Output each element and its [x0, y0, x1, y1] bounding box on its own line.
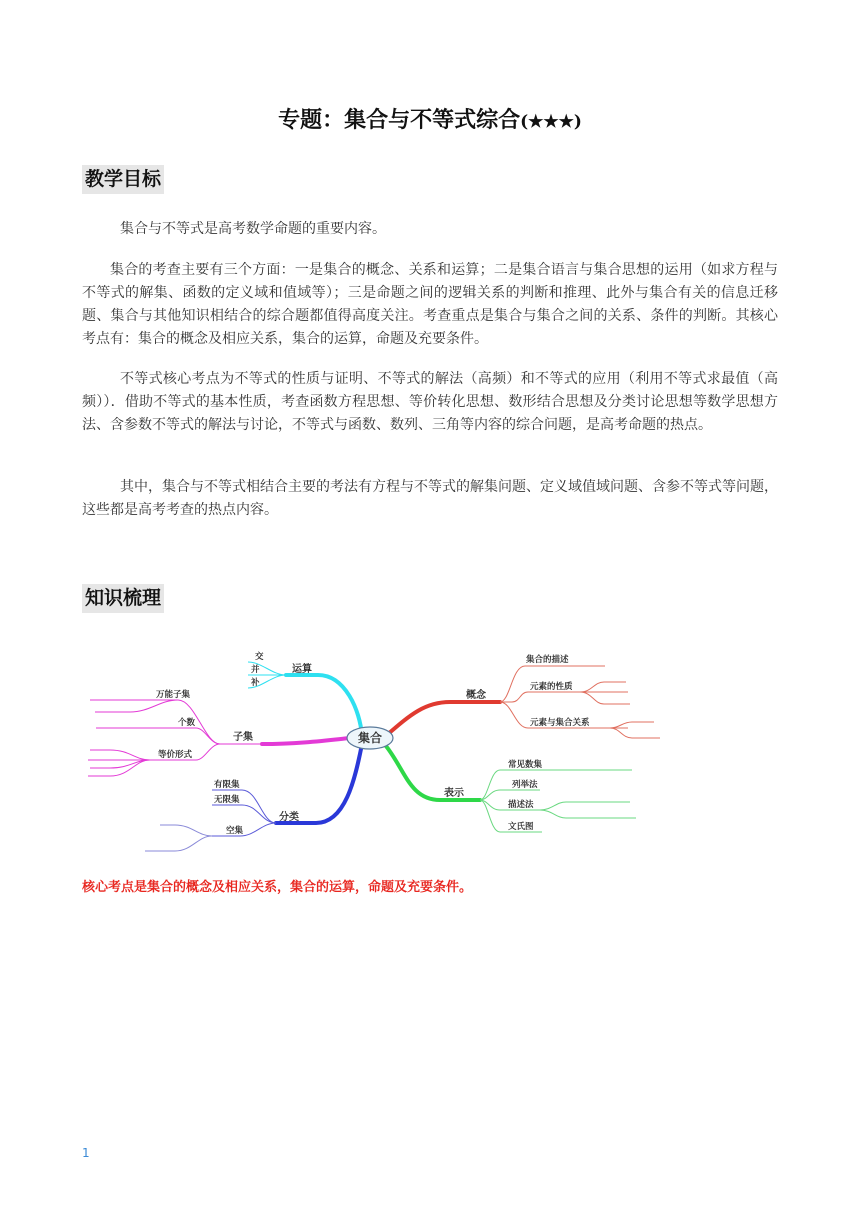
branch-represent	[386, 746, 636, 832]
concept-item-relation: 元素与集合关系	[530, 718, 590, 728]
branch-concept-label: 概念	[466, 690, 486, 701]
title-text: 专题：集合与不等式综合	[278, 108, 521, 133]
branch-concept	[388, 654, 660, 738]
paragraph-combined: 其中，集合与不等式相结合主要的考法有方程与不等式的解集问题、定义域值域问题、含参不等式等问题，这些都是高考考查的热点内容。	[82, 479, 778, 518]
represent-item-common-sets: 常见数集	[508, 760, 543, 770]
branch-classify-label: 分类	[279, 812, 299, 823]
difficulty-stars: (★★★)	[520, 112, 582, 132]
operation-item-union: 并	[251, 665, 260, 675]
represent-item-description: 描述法	[508, 800, 534, 810]
set-mindmap	[0, 630, 860, 870]
branch-represent-label: 表示	[444, 788, 464, 799]
branch-subset-label: 子集	[233, 732, 253, 743]
branch-subset	[88, 689, 350, 776]
page-title	[0, 103, 860, 134]
paragraph-sets: 集合的考查主要有三个方面：一是集合的概念、关系和运算；二是集合语言与集合思想的运用（如求方程与不等式的解集、函数的定义域和值域等）；三是命题之间的逻辑关系的判断和推理、此外与集合有关的信息迁移题、集合与其他知识相结合的综合题都值得高度关注。考查重点是集合与集合之间的关系、条件的判断。其核心考点有：集合的概念及相应关系，集合的运算，命题及充要条件。	[82, 262, 778, 347]
represent-item-venn: 文氏图	[508, 822, 534, 832]
classify-item-finite: 有限集	[214, 780, 240, 790]
subset-item-count: 个数	[178, 718, 196, 728]
section-heading-knowledge: 知识梳理	[82, 584, 164, 613]
classify-item-infinite: 无限集	[214, 795, 240, 805]
concept-item-properties: 元素的性质	[530, 682, 573, 692]
classify-item-empty: 空集	[226, 826, 244, 836]
concept-item-description: 集合的描述	[526, 655, 569, 665]
operation-item-complement: 补	[251, 678, 260, 688]
branch-operation-label: 运算	[292, 664, 312, 675]
core-points-note: 核心考点是集合的概念及相应关系，集合的运算，命题及充要条件。	[82, 880, 473, 895]
subset-item-equivalent: 等价形式	[158, 750, 193, 760]
center-label: 集合	[357, 731, 383, 745]
page-number: 1	[82, 1146, 90, 1160]
branch-operation	[248, 651, 362, 736]
subset-item-universal: 万能子集	[156, 690, 191, 700]
section-heading-objectives: 教学目标	[82, 165, 164, 194]
paragraph-inequalities: 不等式核心考点为不等式的性质与证明、不等式的解法（高频）和不等式的应用（利用不等式求最值（高频））．借助不等式的基本性质，考查函数方程思想、等价转化思想、数形结合思想及分类讨论思想等数学思想方法、含参数不等式的解法与讨论，不等式与函数、数列、三角等内容的综合问题，是高考命题的热点。	[82, 371, 778, 433]
paragraph-intro: 集合与不等式是高考数学命题的重要内容。	[120, 221, 386, 237]
mindmap-center-node	[347, 727, 393, 749]
represent-item-enumeration: 列举法	[512, 780, 538, 790]
operation-item-intersection: 交	[255, 652, 264, 662]
